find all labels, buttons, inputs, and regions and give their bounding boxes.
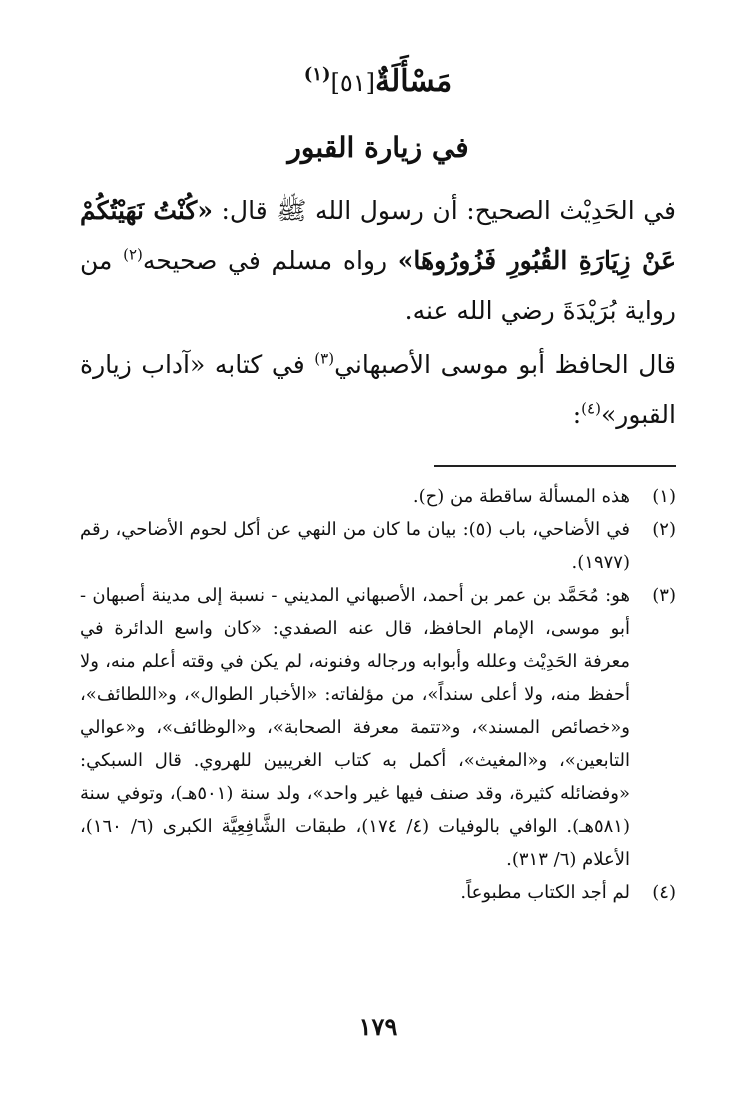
paragraph-book: في كتابه «آداب زيارة القبور» (80, 350, 676, 429)
footnote-number: (٤) (652, 882, 676, 903)
footnotes (80, 480, 676, 909)
footnote-ref-3: (٣) (314, 349, 335, 368)
footnote-item (80, 480, 676, 513)
masala-word: مَسْأَلَةٌ (375, 64, 453, 99)
paragraph-colon: : (572, 400, 582, 429)
paragraph-text: قال الحافظ أبو موسى الأصبهاني (334, 350, 676, 379)
footnote-item (80, 579, 676, 876)
hadith-quote: «كُنْتُ نَهَيْتُكُمْ عَنْ زِيَارَةِ القُبُورِ فَزُورُوهَا» (80, 196, 676, 275)
paragraph-intro: في الحَدِيْث الصحيح: أن رسول الله ﷺ قال: (212, 196, 676, 225)
footnote-text: لم أجد الكتاب مطبوعاً. (460, 882, 630, 903)
masala-heading (0, 62, 756, 103)
footnote-item (80, 876, 676, 909)
footnote-ref-4: (٤) (581, 399, 601, 418)
paragraph-source: رواه مسلم في صحيحه (142, 246, 398, 275)
footnote-text: هذه المسألة ساقطة من (ح). (412, 486, 630, 507)
masala-number: [٥١] (330, 69, 376, 97)
footnote-divider (434, 465, 676, 467)
paragraph-narrator: من رواية بُرَيْدَةَ رضي الله عنه. (80, 246, 676, 325)
section-title: في زيارة القبور (287, 131, 469, 164)
footnote-ref-2: (٢) (123, 245, 143, 264)
footnote-number: (١) (652, 486, 676, 507)
page-number: ١٧٩ (358, 1012, 398, 1041)
footnote-item (80, 513, 676, 579)
footnote-ref-1: (١) (303, 64, 331, 85)
footnote-text: هو: مُحَمَّد بن عمر بن أحمد، الأصبهاني المديني - نسبة إلى مدينة أصبهان - أبو موسى، الإمام الحافظ، قال عنه الصفدي: «كان واسع الدائرة في معرفة الحَدِيْث وعلله وأبوابه ورجاله وفنونه، لم يكن في وقته أعلم منه، ولا أحفظ منه، ولا أعلى سنداً»، من مؤلفاته: «الأخبار الطوال»، و«اللطائف»، و«خصائص المسند»، و«تتمة معرفة الصحابة»، و«الوظائف»، و«عوالي التابعين»، و«المغيث»، أكمل به كتاب الغريبين للهروي. قال السبكي: «وفضائله كثيرة، وقد صنف فيها غير واحد»، ولد سنة (٥٠١هـ)، وتوفي سنة (٥٨١هـ). الوافي بالوفيات (٤/ ١٧٤)، طبقات الشَّافِعِيَّة الكبرى (٦/ ١٦٠)، الأعلام (٦/ ٣١٣). (80, 585, 630, 870)
footnote-text: في الأضاحي، باب (٥): بيان ما كان من النهي عن أكل لحوم الأضاحي، رقم (١٩٧٧). (80, 519, 630, 573)
footnote-number: (٢) (652, 519, 676, 540)
paragraph-hadith (80, 186, 676, 336)
footnote-number: (٣) (652, 585, 676, 606)
paragraph-abu-musa (80, 340, 676, 440)
